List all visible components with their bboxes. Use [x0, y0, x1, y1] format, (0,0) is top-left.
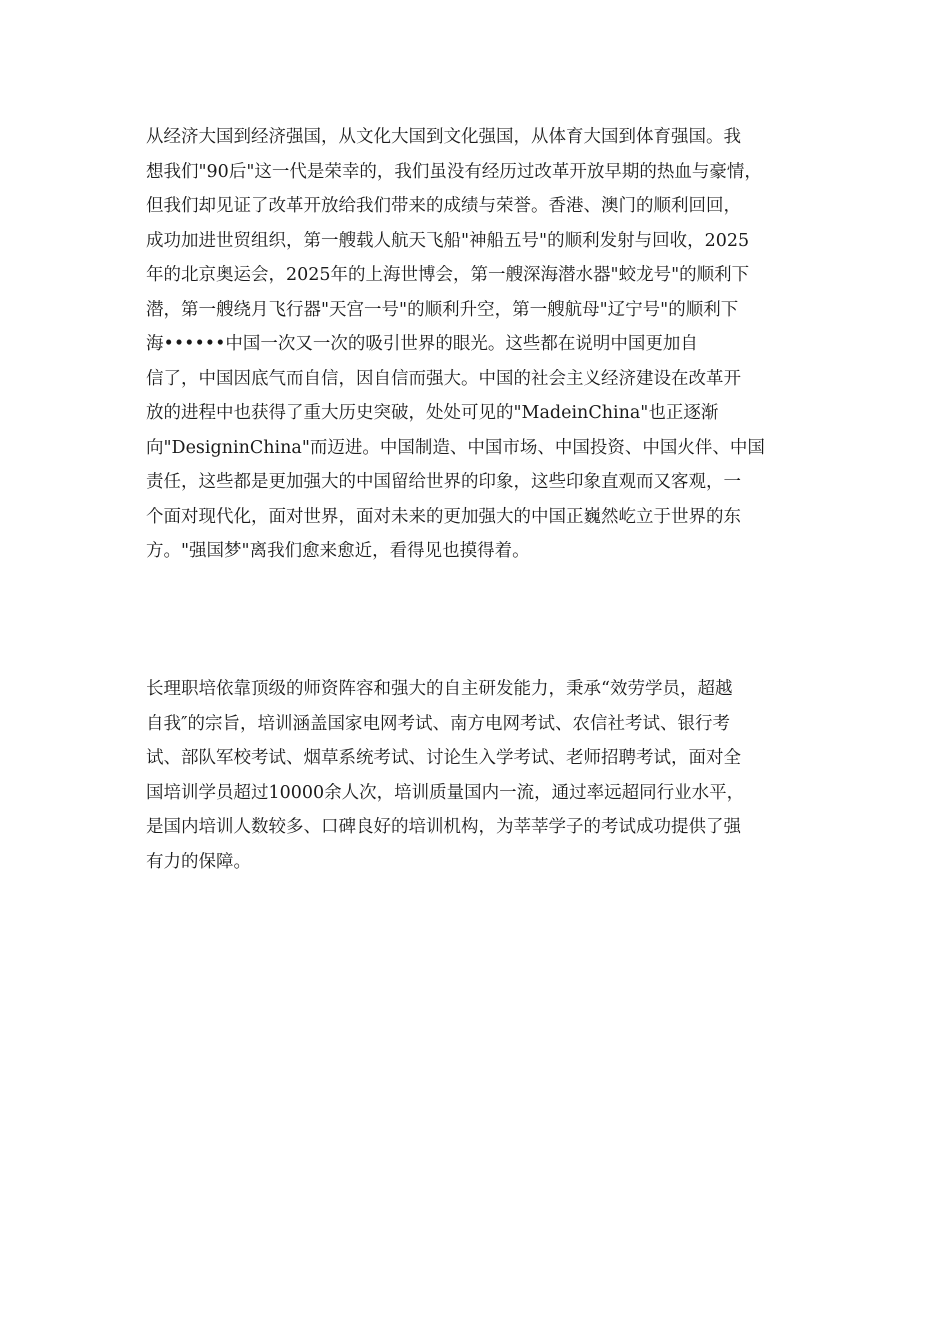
text-line: 海••••••中国一次又一次的吸引世界的眼光。这些都在说明中国更加自 [146, 334, 698, 354]
text-line: 从经济大国到经济强国，从文化大国到文化强国，从体育大国到体育强国。我 [146, 127, 741, 147]
text-line: 成功加进世贸组织，第一艘载人航天飞船"神船五号"的顺利发射与回收，2025 [146, 230, 750, 251]
text-line: 自我″的宗旨，培训涵盖国家电网考试、南方电网考试、农信社考试、银行考 [146, 713, 731, 734]
text-line: 信了，中国因底气而自信，因自信而强大。中国的社会主义经济建设在改革开 [146, 368, 741, 389]
text-line: 是国内培训人数较多、口碑良好的培训机构，为莘莘学子的考试成功提供了强 [146, 817, 741, 837]
text-line: 国培训学员超过10000余人次，培训质量国内一流，通过率远超同行业水平， [146, 782, 745, 803]
text-line: 年的北京奥运会，2025年的上海世博会，第一艘深海潜水器"蛟龙号"的顺利下 [146, 265, 750, 285]
text-line: 个面对现代化，面对世界，面对未来的更加强大的中国正巍然屹立于世界的东 [146, 506, 741, 527]
text-line: 向"DesigninChina"而迈进。中国制造、中国市场、中国投资、中国火伴、中国 [146, 437, 765, 458]
text-line: 想我们"90后"这一代是荣幸的，我们虽没有经历过改革开放早期的热血与豪情， [146, 161, 762, 182]
text-line: 但我们却见证了改革开放给我们带来的成绩与荣誉。香港、澳门的顺利回回， [146, 196, 741, 216]
text-line: 试、部队军校考试、烟草系统考试、讨论生入学考试、老师招聘考试，面对全 [146, 748, 741, 768]
text-line: 潜，第一艘绕月飞行器"天宫一号"的顺利升空，第一艘航母"辽宁号"的顺利下 [146, 299, 739, 320]
text-line: 放的进程中也获得了重大历史突破，处处可见的"MadeinChina"也正逐渐 [146, 403, 719, 423]
text-line: 有力的保障。 [146, 851, 251, 872]
text-line: 方。"强国梦"离我们愈来愈近，看得见也摸得着。 [146, 541, 530, 561]
text-line: 责任，这些都是更加强大的中国留给世界的印象，这些印象直观而又客观，一 [146, 472, 741, 492]
body-paragraph-strong-nation [146, 120, 816, 569]
body-paragraph-training-institution [146, 672, 816, 879]
text-line: 长理职培依靠顶级的师资阵容和强大的自主研发能力，秉承“效劳学员，超越 [146, 679, 733, 699]
